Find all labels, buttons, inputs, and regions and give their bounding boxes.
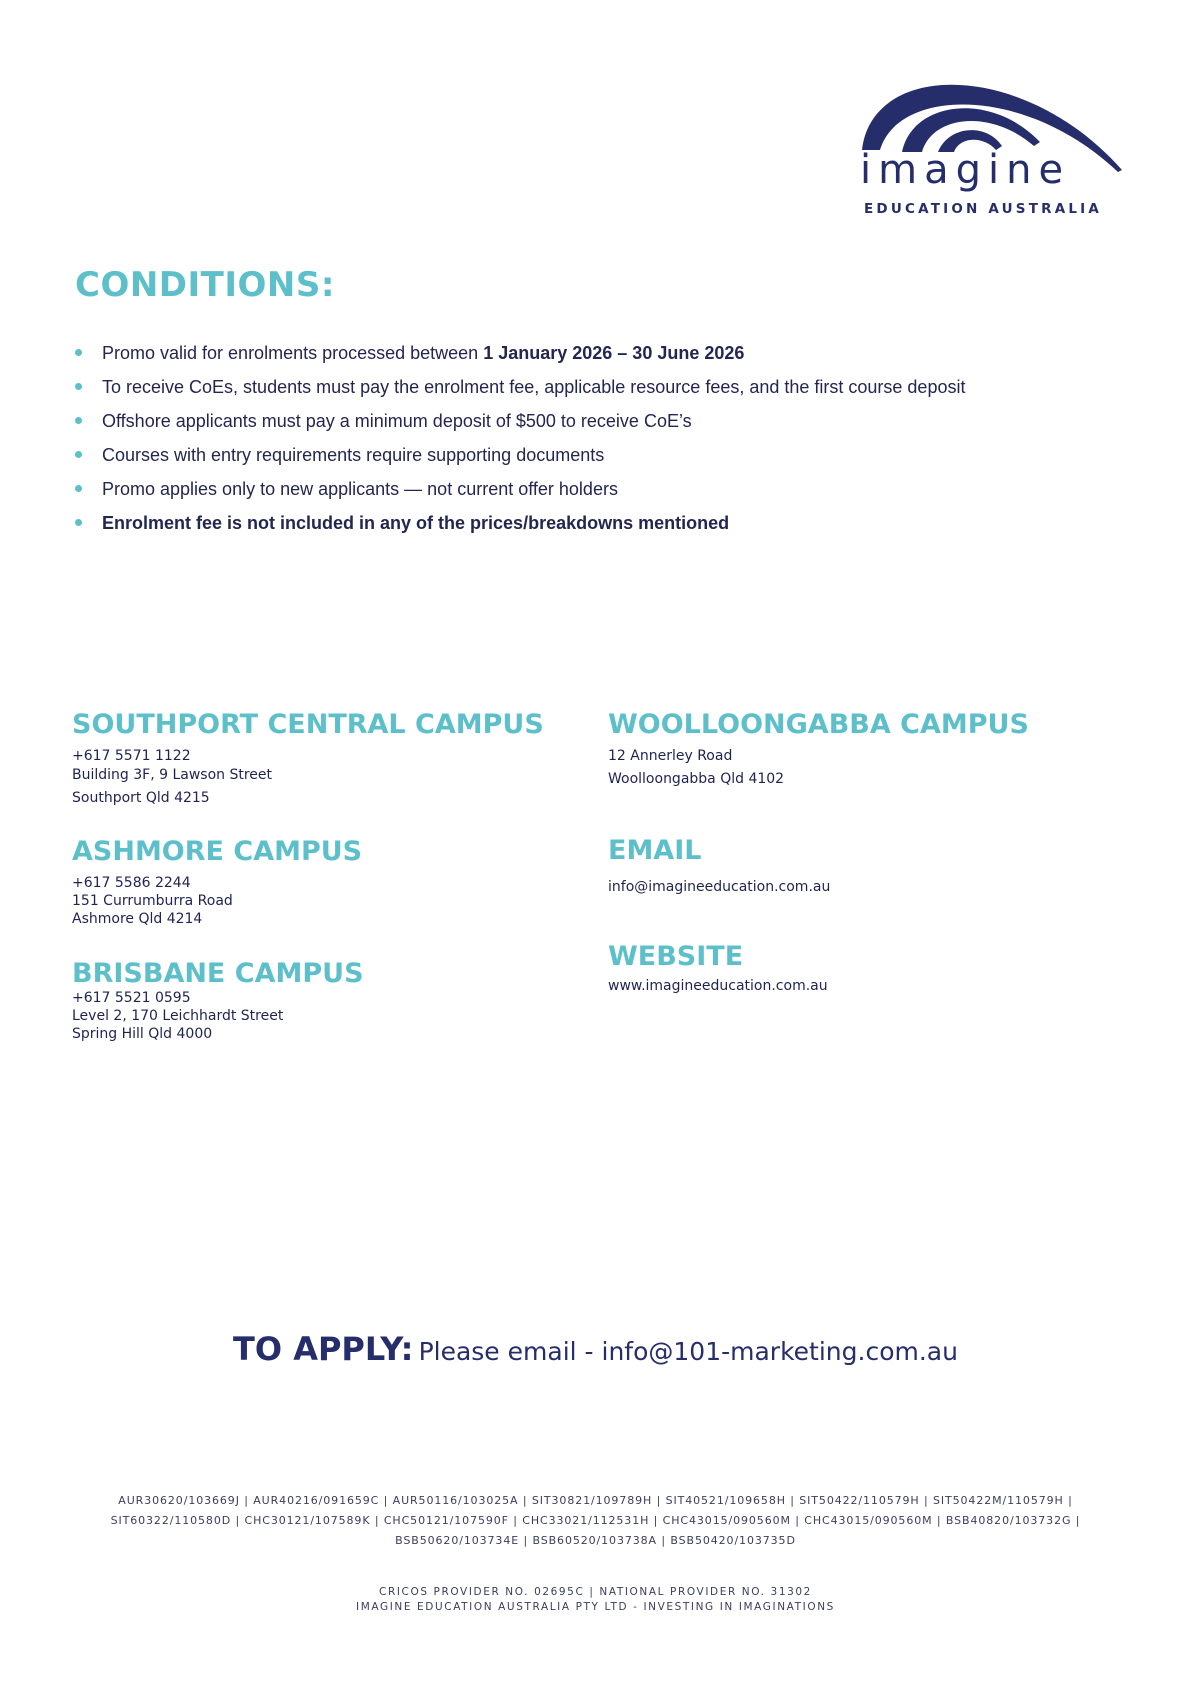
condition-text: To receive CoEs, students must pay the enrolment fee, applicable resource fees, and the first course deposit (102, 377, 966, 397)
condition-text: Promo applies only to new applicants — not current offer holders (102, 479, 618, 499)
provider-line1: CRICOS PROVIDER NO. 02695C | NATIONAL PROVIDER NO. 31302 (379, 1586, 812, 1598)
campus-woolloongabba (608, 709, 1029, 787)
bullet-icon (75, 451, 82, 458)
condition-text: Promo valid for enrolments processed between (102, 343, 484, 363)
campus-brisbane (72, 958, 364, 1042)
provider-line2: IMAGINE EDUCATION AUSTRALIA PTY LTD - INVESTING IN IMAGINATIONS (356, 1601, 835, 1613)
campus-title: WOOLLOONGABBA CAMPUS (608, 709, 1029, 740)
logo (850, 72, 1130, 222)
bullet-icon (75, 383, 82, 390)
condition-text: Courses with entry requirements require supporting documents (102, 445, 605, 465)
campus-address-line2: Southport Qld 4215 (72, 790, 210, 806)
campus-address-line1: 12 Annerley Road (608, 748, 733, 764)
list-item (75, 438, 1115, 472)
logo-tagline: EDUCATION AUSTRALIA (864, 201, 1103, 217)
list-item (75, 370, 1115, 404)
logo-wordmark: imagine (860, 147, 1071, 193)
campus-address-line2: Woolloongabba Qld 4102 (608, 771, 785, 787)
to-apply (0, 1330, 1191, 1368)
campus-phone: +617 5521 0595 (72, 990, 191, 1006)
campus-southport (72, 709, 544, 806)
campus-address-line1: Building 3F, 9 Lawson Street (72, 767, 273, 783)
campus-address-line1: Level 2, 170 Leichhardt Street (72, 1008, 284, 1024)
campus-phone: +617 5586 2244 (72, 875, 191, 891)
campus-title: SOUTHPORT CENTRAL CAMPUS (72, 709, 544, 740)
course-codes-line1: AUR30620/103669J | AUR40216/091659C | AUR50116/103025A | SIT30821/109789H | SIT40521/109658H | SIT50422/110579H | SIT50422M/110579H | (118, 1494, 1073, 1507)
website-link[interactable]: www.imagineeducation.com.au (608, 978, 828, 994)
list-item (75, 506, 1115, 540)
campus-address-line2: Ashmore Qld 4214 (72, 911, 203, 927)
conditions-list (75, 336, 1115, 540)
email-title: EMAIL (608, 835, 702, 866)
contact-email (608, 835, 830, 895)
campus-phone: +617 5571 1122 (72, 748, 191, 764)
campus-title: BRISBANE CAMPUS (72, 958, 364, 989)
website-title: WEBSITE (608, 941, 744, 972)
to-apply-label: TO APPLY: (233, 1330, 414, 1368)
list-item (75, 336, 1115, 370)
condition-dates: 1 January 2026 – 30 June 2026 (483, 343, 745, 363)
bullet-icon (75, 349, 82, 356)
bullet-icon (75, 519, 82, 526)
contact-website (608, 941, 828, 994)
course-codes-line2: SIT60322/110580D | CHC30121/107589K | CHC50121/107590F | CHC33021/112531H | CHC43015/090560M | CHC43015/090560M | BSB40820/103732G | (110, 1514, 1081, 1527)
list-item (75, 472, 1115, 506)
campus-ashmore (72, 836, 362, 927)
bullet-icon (75, 485, 82, 492)
condition-text: Enrolment fee is not included in any of the prices/breakdowns mentioned (102, 513, 730, 533)
conditions-title: CONDITIONS: (75, 265, 335, 305)
course-codes-line3: BSB50620/103734E | BSB60520/103738A | BSB50420/103735D (395, 1534, 796, 1547)
list-item (75, 404, 1115, 438)
campus-address-line2: Spring Hill Qld 4000 (72, 1026, 213, 1042)
campus-title: ASHMORE CAMPUS (72, 836, 363, 867)
campus-address-line1: 151 Currumburra Road (72, 893, 233, 909)
condition-text: Offshore applicants must pay a minimum deposit of $500 to receive CoE’s (102, 411, 692, 431)
email-link[interactable]: info@imagineeducation.com.au (608, 879, 831, 895)
to-apply-email[interactable]: Please email - info@101-marketing.com.au (418, 1337, 958, 1366)
bullet-icon (75, 417, 82, 424)
